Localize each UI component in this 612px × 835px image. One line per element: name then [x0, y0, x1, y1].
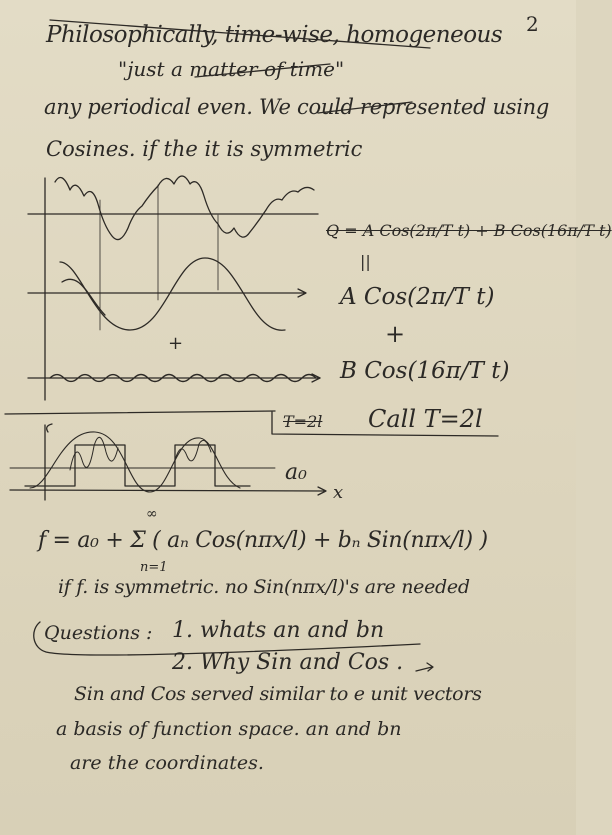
- square-x-axis: [10, 490, 325, 491]
- note-line-periodical: any periodical even. We could represented using: [44, 95, 549, 119]
- equation-a-cos: A Cos(2π/T t): [340, 284, 495, 310]
- x-axis-label: x: [333, 482, 344, 503]
- note-line-matter-of-time: "just a matter of time": [118, 57, 345, 81]
- crossed-call: T=2l: [283, 412, 323, 431]
- gibbs-ripple: [70, 437, 211, 470]
- plus-mark: +: [168, 333, 184, 354]
- section-divider: [5, 411, 275, 414]
- questions-bracket: [34, 622, 420, 655]
- symmetric-note: if f. is symmetric. no Sin(nπx/l)'s are needed: [58, 576, 470, 598]
- call-box: [272, 412, 498, 436]
- summary-line-1: Sin and Cos served similar to e unit vectors: [74, 683, 482, 705]
- note-line-philosophically: Philosophically, time-wise, homogeneous: [46, 22, 503, 48]
- small-mark: [47, 424, 52, 432]
- square-wave-approximation: [30, 432, 240, 492]
- note-line-cosines: Cosines. if the it is symmetric: [46, 137, 363, 161]
- equation-b-cos: B Cos(16π/T t): [340, 358, 510, 384]
- page-number: 2: [526, 12, 539, 36]
- questions-label: Questions :: [44, 622, 153, 644]
- fourier-series: f = a₀ + Σ ( aₙ Cos(nπx/l) + bₙ Sin(nπx/l) ): [38, 528, 488, 553]
- composite-wave: [55, 176, 314, 240]
- call-t-equals-2l: Call T=2l: [368, 405, 483, 433]
- summary-line-2: a basis of function space. an and bn: [56, 718, 402, 740]
- strike-line-matter: [195, 64, 330, 77]
- a0-label: a₀: [285, 460, 307, 485]
- question-1: 1. whats an and bn: [172, 618, 385, 643]
- equation-crossed-sum: Q = A Cos(2π/T t) + B Cos(16π/T t): [326, 221, 612, 240]
- summary-line-3: are the coordinates.: [70, 752, 264, 774]
- equation-equals-mark: ||: [360, 252, 371, 271]
- equation-plus: +: [385, 320, 406, 348]
- square-wave: [25, 445, 250, 486]
- sum-upper-limit: ∞: [146, 506, 158, 522]
- question-2: 2. Why Sin and Cos .: [172, 650, 404, 675]
- strike-line-philosophically: [50, 20, 430, 48]
- sum-lower-limit: n=1: [140, 560, 168, 575]
- vector-arrow: [416, 663, 433, 671]
- strike-line-represented: [318, 102, 412, 113]
- cos-a-wave: [60, 258, 285, 330]
